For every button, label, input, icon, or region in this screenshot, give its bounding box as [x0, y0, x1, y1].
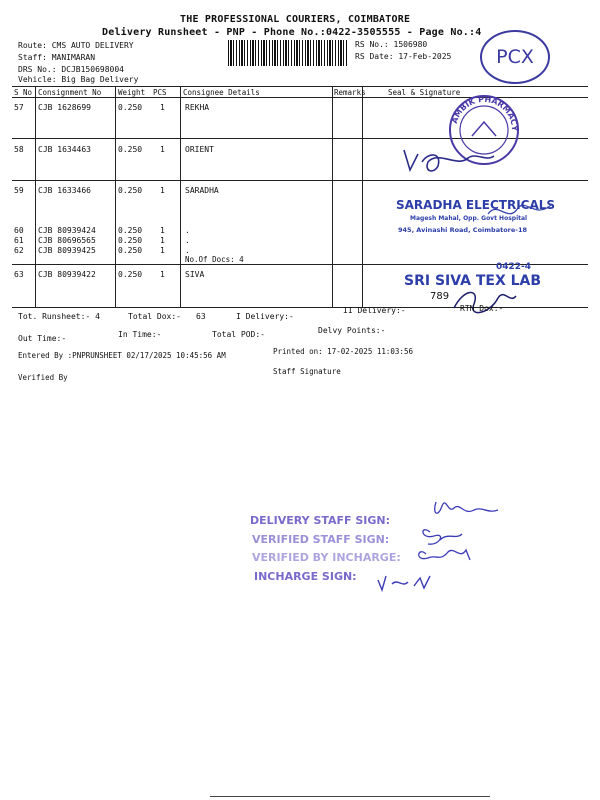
table-row-pcs: 1	[160, 145, 165, 154]
siva-stamp-number: 789	[430, 291, 450, 302]
table-row-weight: 0.250	[118, 103, 143, 112]
table-row-sno: 59	[14, 186, 24, 195]
table-row-consignee: SARADHA	[185, 186, 219, 195]
table-row-pcs: 1	[160, 236, 165, 245]
table-row-cn: CJB 1633466	[38, 186, 91, 195]
saradha-signature	[486, 194, 556, 234]
table-row-sno: 57	[14, 103, 24, 112]
rs-date: RS Date: 17-Feb-2025	[355, 52, 452, 61]
table-row-pcs: 1	[160, 246, 165, 255]
col-weight: Weight	[118, 88, 146, 97]
entered-by: Entered By :PNPRUNSHEET 02/17/2025 10:45:56 AM	[18, 351, 226, 360]
col-sno: S No	[14, 88, 33, 97]
table-row-weight: 0.250	[118, 145, 143, 154]
pcx-stamp: PCX	[480, 30, 550, 84]
table-row-sno: 60	[14, 226, 24, 235]
barcode	[228, 40, 348, 66]
col-seal: Seal & Signature	[388, 88, 461, 97]
vehicle: Vehicle: Big Bag Delivery	[18, 75, 139, 84]
table-row-consignee: REKHA	[185, 103, 210, 112]
siva-stamp-phone: 0422-4	[496, 262, 532, 272]
table-row-pcs: 1	[160, 226, 165, 235]
col-consignment: Consignment No	[38, 88, 102, 97]
saradha-stamp-addr2: 945, Avinashi Road, Coimbatore-18	[398, 226, 528, 234]
table-row-consignee: SIVA	[185, 270, 205, 279]
total-pod: Total POD:-	[212, 330, 265, 339]
table-row-sno: 61	[14, 236, 24, 245]
col-remarks: Remarks	[334, 88, 366, 97]
table-row-cn: CJB 80939422	[38, 270, 96, 279]
drs-number: DRS No.: DCJB150698004	[18, 65, 124, 74]
staff-signature-label: Staff Signature	[273, 367, 341, 376]
table-row-cn: CJB 80939425	[38, 246, 96, 255]
delvy-points: Delvy Points:-	[318, 326, 386, 335]
col-consignee: Consignee Details	[183, 88, 260, 97]
table-row-consignee: .	[185, 246, 190, 255]
table-row-pcs: 1	[160, 186, 165, 195]
total-dox-value: 63	[196, 312, 206, 321]
i-delivery: I Delivery:-	[236, 312, 294, 321]
rtn-dox: RTN Dox:-	[460, 304, 504, 313]
total-dox-label: Total Dox:-	[128, 312, 181, 321]
table-row-cn: CJB 1634463	[38, 145, 91, 154]
in-time: In Time:-	[118, 330, 162, 339]
ii-delivery: II Delivery:-	[343, 306, 406, 315]
table-row-pcs: 1	[160, 270, 165, 279]
staff: Staff: MANIMARAN	[18, 53, 96, 62]
bottom-stamp-line2: VERIFIED STAFF SIGN:	[252, 533, 390, 546]
saradha-stamp-name: SARADHA ELECTRICALS	[396, 198, 556, 212]
bottom-signatures	[370, 488, 510, 608]
table-row-weight: 0.250	[118, 246, 143, 255]
siva-signature	[450, 284, 520, 320]
no-of-docs: No.Of Docs: 4	[185, 255, 244, 264]
route: Route: CMS AUTO DELIVERY	[18, 41, 134, 50]
table-row-cn: CJB 80939424	[38, 226, 96, 235]
table-row-consignee: .	[185, 226, 190, 235]
table-row-sno: 58	[14, 145, 24, 154]
verified-by-label: Verified By	[18, 373, 68, 382]
table-row-weight: 0.250	[118, 270, 143, 279]
runsheet-line: Delivery Runsheet - PNP - Phone No.:0422-3505555 - Page No.:4	[102, 27, 482, 38]
printed-on: Printed on: 17-02-2025 11:03:56	[273, 347, 413, 356]
bottom-stamp-line3: VERIFIED BY INCHARGE:	[252, 551, 401, 564]
tot-runsheet: Tot. Runsheet:- 4	[18, 312, 100, 321]
company-title: THE PROFESSIONAL COURIERS, COIMBATORE	[180, 14, 411, 25]
table-row-sno: 63	[14, 270, 24, 279]
table-row-weight: 0.250	[118, 226, 143, 235]
table-row-cn: CJB 1628699	[38, 103, 91, 112]
bottom-stamp-line1: DELIVERY STAFF SIGN:	[250, 514, 391, 527]
table-row-weight: 0.250	[118, 186, 143, 195]
table-row-consignee: .	[185, 236, 190, 245]
signature-orient	[398, 140, 508, 180]
bottom-stamp-line4: INCHARGE SIGN:	[254, 570, 357, 583]
table-row-pcs: 1	[160, 103, 165, 112]
ambik-stamp-text: AMBIK PHARMACY	[449, 94, 520, 132]
table-row-consignee: ORIENT	[185, 145, 214, 154]
col-pcs: PCS	[153, 88, 167, 97]
table-row-sno: 62	[14, 246, 24, 255]
siva-stamp-name: SRI SIVA TEX LAB	[404, 273, 542, 289]
out-time: Out Time:-	[18, 334, 67, 343]
saradha-stamp-addr1: Magesh Mahal, Opp. Govt Hospital	[410, 215, 528, 222]
rs-number: RS No.: 1506980	[355, 40, 428, 49]
table-row-weight: 0.250	[118, 236, 143, 245]
table-row-cn: CJB 80696565	[38, 236, 96, 245]
